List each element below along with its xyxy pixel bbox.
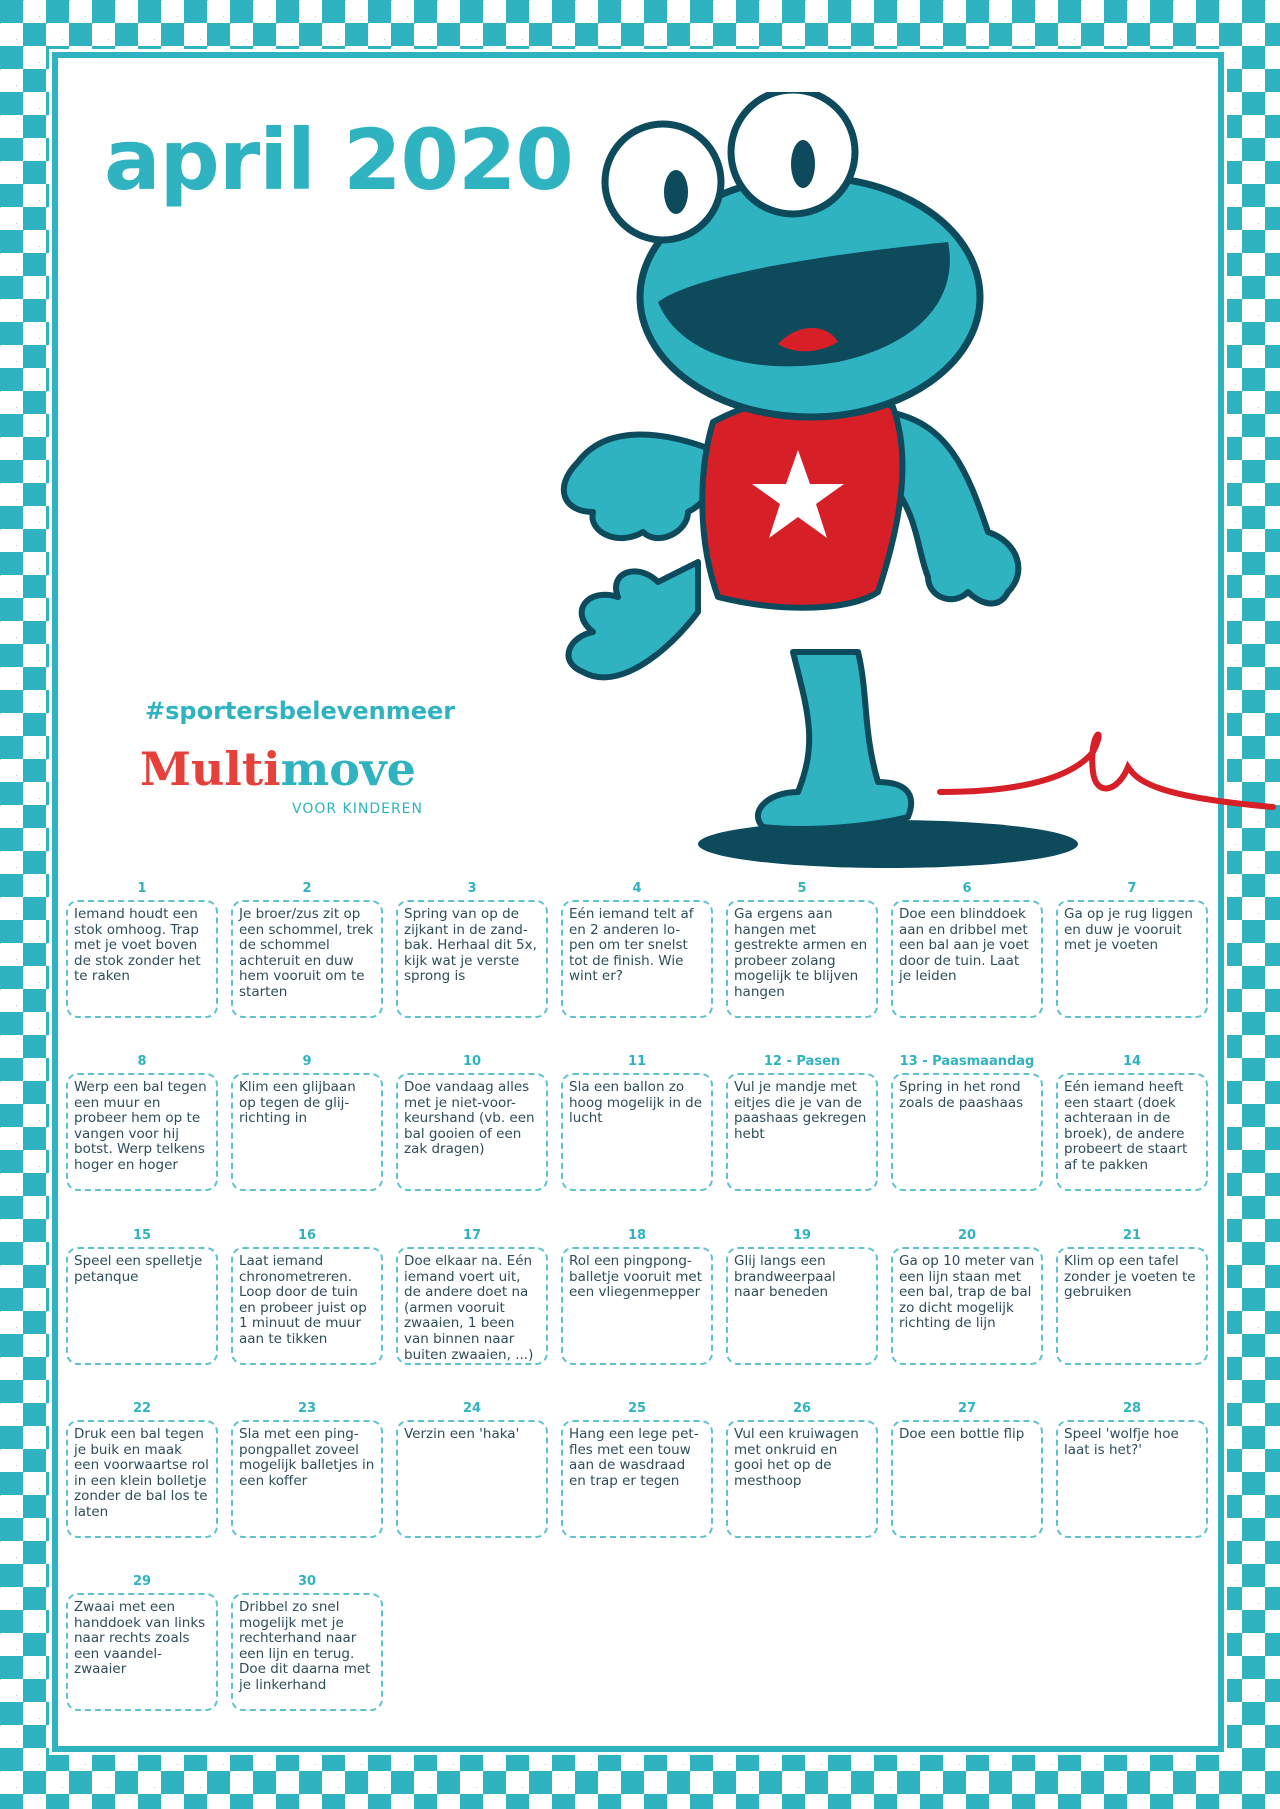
calendar-day	[396, 1225, 548, 1365]
day-number: 22	[132, 1401, 152, 1416]
day-activity: Doe een blinddoek aan en dribbel met een bal aan je voet door de tuin. Laat je leiden	[891, 900, 1043, 1018]
day-number: 16	[297, 1228, 317, 1243]
day-activity: Eén iemand heeft een staart (doek achteraan in de broek), de andere probeert de staart af te pakken	[1056, 1073, 1208, 1191]
day-activity: Sla met een ping-pongpallet zoveel mogelijk balletjes in een koffer	[231, 1420, 383, 1538]
calendar-day	[231, 878, 383, 1018]
calendar-day	[396, 878, 548, 1018]
logo-part-move: move	[280, 742, 416, 796]
day-activity: Verzin een 'haka'	[396, 1420, 548, 1538]
day-activity: Glij langs een brandweerpaal naar beneden	[726, 1247, 878, 1365]
calendar-title: april 2020	[104, 111, 573, 209]
calendar-day	[561, 1051, 713, 1191]
day-activity: Klim een glijbaan op tegen de glij-richting in	[231, 1073, 383, 1191]
day-number: 25	[627, 1401, 647, 1416]
day-number: 20	[957, 1228, 977, 1243]
day-activity: Je broer/zus zit op een schommel, trek de schommel achteruit en duw hem vooruit om te starten	[231, 900, 383, 1018]
multimove-logo	[140, 742, 416, 796]
day-number: 10	[462, 1054, 482, 1069]
day-activity: Hang een lege pet-fles met een touw aan de wasdraad en trap er tegen	[561, 1420, 713, 1538]
frog-mascot-illustration	[548, 92, 1278, 872]
calendar-day	[66, 878, 218, 1018]
calendar-day	[891, 1051, 1043, 1191]
day-number: 3	[467, 881, 477, 896]
calendar-day	[66, 1051, 218, 1191]
day-number: 13 - Paasmaandag	[899, 1054, 1035, 1069]
calendar-day	[1056, 1225, 1208, 1365]
day-activity: Spring in het rond zoals de paashaas	[891, 1073, 1043, 1191]
calendar-day	[1056, 878, 1208, 1018]
day-number: 28	[1122, 1401, 1142, 1416]
day-number: 6	[962, 881, 972, 896]
day-activity: Iemand houdt een stok omhoog. Trap met je voet boven de stok zonder het te raken	[66, 900, 218, 1018]
day-number: 8	[137, 1054, 147, 1069]
calendar-day	[231, 1051, 383, 1191]
calendar-day	[891, 1225, 1043, 1365]
calendar-day	[66, 1398, 218, 1538]
day-number: 2	[302, 881, 312, 896]
day-activity: Ga op je rug liggen en duw je vooruit met je voeten	[1056, 900, 1208, 1018]
day-number: 17	[462, 1228, 482, 1243]
calendar-day	[231, 1225, 383, 1365]
calendar-day	[891, 1398, 1043, 1538]
day-number: 1	[137, 881, 147, 896]
calendar-day	[561, 1225, 713, 1365]
calendar-day	[726, 1051, 878, 1191]
calendar-day	[1056, 1051, 1208, 1191]
day-number: 11	[627, 1054, 647, 1069]
day-activity: Laat iemand chronometreren. Loop door de tuin en probeer juist op 1 minuut de muur aan te tikken	[231, 1247, 383, 1365]
calendar-day	[231, 1398, 383, 1538]
calendar-day	[726, 1225, 878, 1365]
logo-subtitle: VOOR KINDEREN	[292, 801, 424, 817]
day-number: 29	[132, 1574, 152, 1589]
calendar-day	[891, 878, 1043, 1018]
day-number: 12 - Pasen	[763, 1054, 841, 1069]
day-number: 7	[1127, 881, 1137, 896]
day-activity: Vul je mandje met eitjes die je van de paashaas gekregen hebt	[726, 1073, 878, 1191]
logo-part-multi: Multi	[140, 742, 281, 796]
day-activity: Doe een bottle flip	[891, 1420, 1043, 1538]
day-activity: Speel een spelletje petanque	[66, 1247, 218, 1365]
day-activity: Vul een kruiwagen met onkruid en gooi het op de mesthoop	[726, 1420, 878, 1538]
day-activity: Rol een pingpong-balletje vooruit met een vliegenmepper	[561, 1247, 713, 1365]
day-activity: Werp een bal tegen een muur en probeer hem op te vangen voor hij botst. Werp telkens hoger en hoger	[66, 1073, 218, 1191]
day-number: 26	[792, 1401, 812, 1416]
day-number: 14	[1122, 1054, 1142, 1069]
calendar-day	[231, 1571, 383, 1711]
day-activity: Eén iemand telt af en 2 anderen lo-pen om ter snelst tot de finish. Wie wint er?	[561, 900, 713, 1018]
day-activity: Klim op een tafel zonder je voeten te gebruiken	[1056, 1247, 1208, 1365]
day-activity: Spring van op de zijkant in de zand-bak. Herhaal dit 5x, kijk wat je verste sprong is	[396, 900, 548, 1018]
day-activity: Speel 'wolfje hoe laat is het?'	[1056, 1420, 1208, 1538]
hashtag: #sportersbelevenmeer	[145, 697, 456, 725]
day-number: 30	[297, 1574, 317, 1589]
day-number: 24	[462, 1401, 482, 1416]
calendar-day	[396, 1398, 548, 1538]
calendar-day	[66, 1225, 218, 1365]
calendar-day	[726, 1398, 878, 1538]
day-activity: Doe elkaar na. Eén iemand voert uit, de andere doet na (armen vooruit zwaaien, 1 been van binnen naar buiten zwaaien, ...)	[396, 1247, 548, 1365]
day-number: 23	[297, 1401, 317, 1416]
day-number: 18	[627, 1228, 647, 1243]
day-number: 27	[957, 1401, 977, 1416]
calendar-day	[66, 1571, 218, 1711]
day-activity: Druk een bal tegen je buik en maak een voorwaartse rol in een klein bolletje zonder de bal los te laten	[66, 1420, 218, 1538]
day-activity: Ga ergens aan hangen met gestrekte armen en probeer zolang mogelijk te blijven hangen	[726, 900, 878, 1018]
day-activity: Ga op 10 meter van een lijn staan met een bal, trap de bal zo dicht mogelijk richting de lijn	[891, 1247, 1043, 1365]
day-number: 15	[132, 1228, 152, 1243]
day-activity: Dribbel zo snel mogelijk met je rechterhand naar een lijn en terug. Doe dit daarna met je linkerhand	[231, 1593, 383, 1711]
calendar-day	[726, 878, 878, 1018]
day-number: 4	[632, 881, 642, 896]
day-activity: Sla een ballon zo hoog mogelijk in de lucht	[561, 1073, 713, 1191]
calendar-day	[1056, 1398, 1208, 1538]
day-number: 19	[792, 1228, 812, 1243]
day-number: 9	[302, 1054, 312, 1069]
day-activity: Zwaai met een handdoek van links naar rechts zoals een vaandel-zwaaier	[66, 1593, 218, 1711]
calendar-day	[396, 1051, 548, 1191]
calendar-day	[561, 1398, 713, 1538]
calendar-day	[561, 878, 713, 1018]
day-number: 5	[797, 881, 807, 896]
day-number: 21	[1122, 1228, 1142, 1243]
day-activity: Doe vandaag alles met je niet-voor-keurshand (vb. een bal gooien of een zak dragen)	[396, 1073, 548, 1191]
